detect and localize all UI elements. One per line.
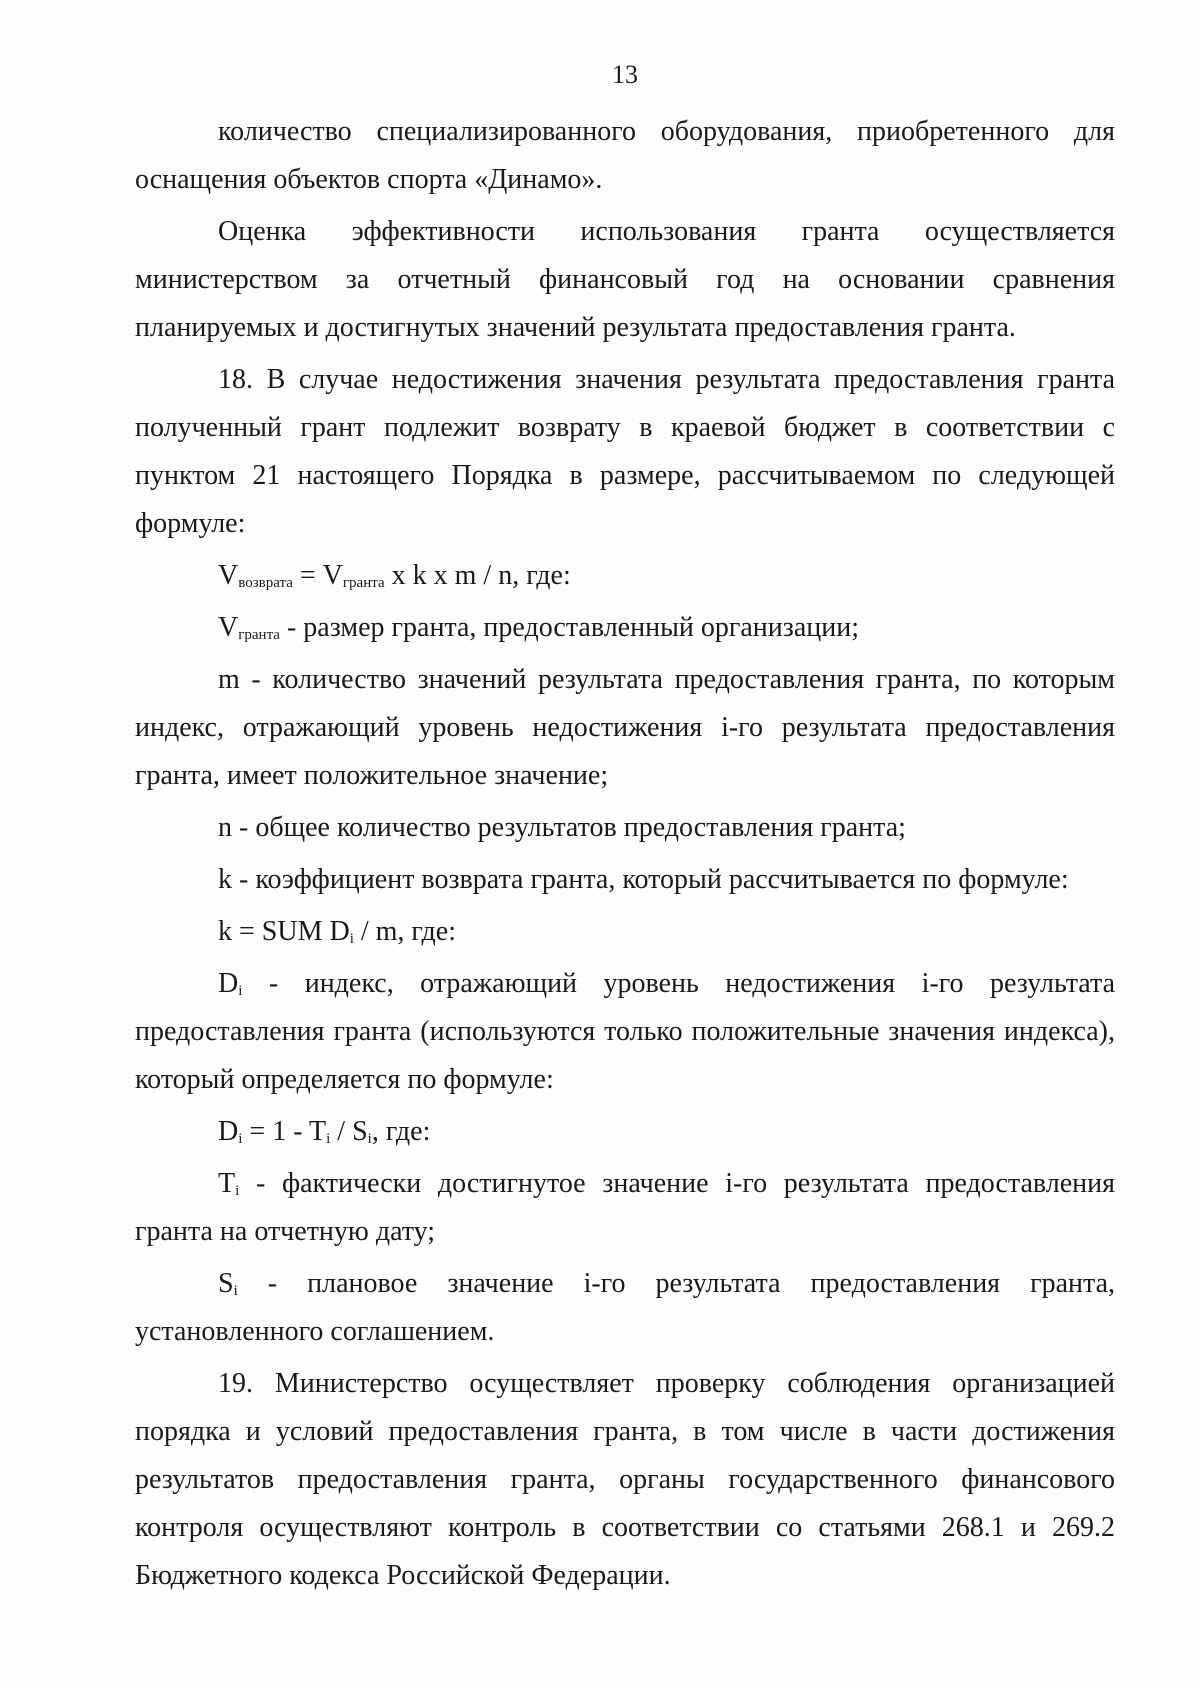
page-number: 13 <box>612 60 638 89</box>
definition-n: n - общее количество результатов предоставления гранта; <box>218 812 906 843</box>
definition-si: $S_i$ - плановое значение i-го результата предоставления гранта, установленного соглашением. <box>135 1268 1115 1347</box>
definition-ti: $T_i$ - фактически достигнутое значение i-го результата предоставления гранта на отчетную дату; <box>135 1168 1115 1247</box>
definition-di: $D_i$ - индекс, отражающий уровень недостижения i-го результата предоставления гранта (используются только положительные значения индекса), который определяется по формуле: <box>135 968 1115 1095</box>
definition-k: k - коэффициент возврата гранта, который рассчитывается по формуле: <box>218 864 1069 895</box>
formula-k: k = SUM $D_i$ / m, где: <box>218 916 456 947</box>
paragraph-18: 18. В случае недостижения значения результата предоставления гранта полученный грант подлежит возврату в краевой бюджет в соответствии с пунктом 21 настоящего Порядка в размере, рассчитываемом по следующей формуле: <box>135 364 1115 539</box>
formula-refund: $V_{возврата} = V_{гранта}$ x k x m / n, где: <box>218 560 571 591</box>
paragraph-19: 19. Министерство осуществляет проверку соблюдения организацией порядка и условий предоставления гранта, в том числе в части достижения результатов предоставления гранта, органы государственного финансового контроля осуществляют контроль в соответствии со статьями 268.1 и 269.2 Бюджетного кодекса Российской Федерации. <box>135 1368 1115 1591</box>
definition-m: m - количество значений результата предоставления гранта, по которым индекс, отражающий уровень недостижения i-го результата предоставления гранта, имеет положительное значение; <box>135 664 1115 791</box>
definition-v-grant: $V_{гранта}$ - размер гранта, предоставленный организации; <box>218 612 859 643</box>
paragraph-evaluation: Оценка эффективности использования гранта осуществляется министерством за отчетный финансовый год на основании сравнения планируемых и достигнутых значений результата предоставления гранта. <box>135 216 1115 343</box>
paragraph-equipment: количество специализированного оборудования, приобретенного для оснащения объектов спорта «Динамо». <box>135 116 1115 195</box>
document-body <box>135 108 1115 1604</box>
formula-di: $D_i = 1 - T_i / S_i$, где: <box>218 1116 431 1147</box>
